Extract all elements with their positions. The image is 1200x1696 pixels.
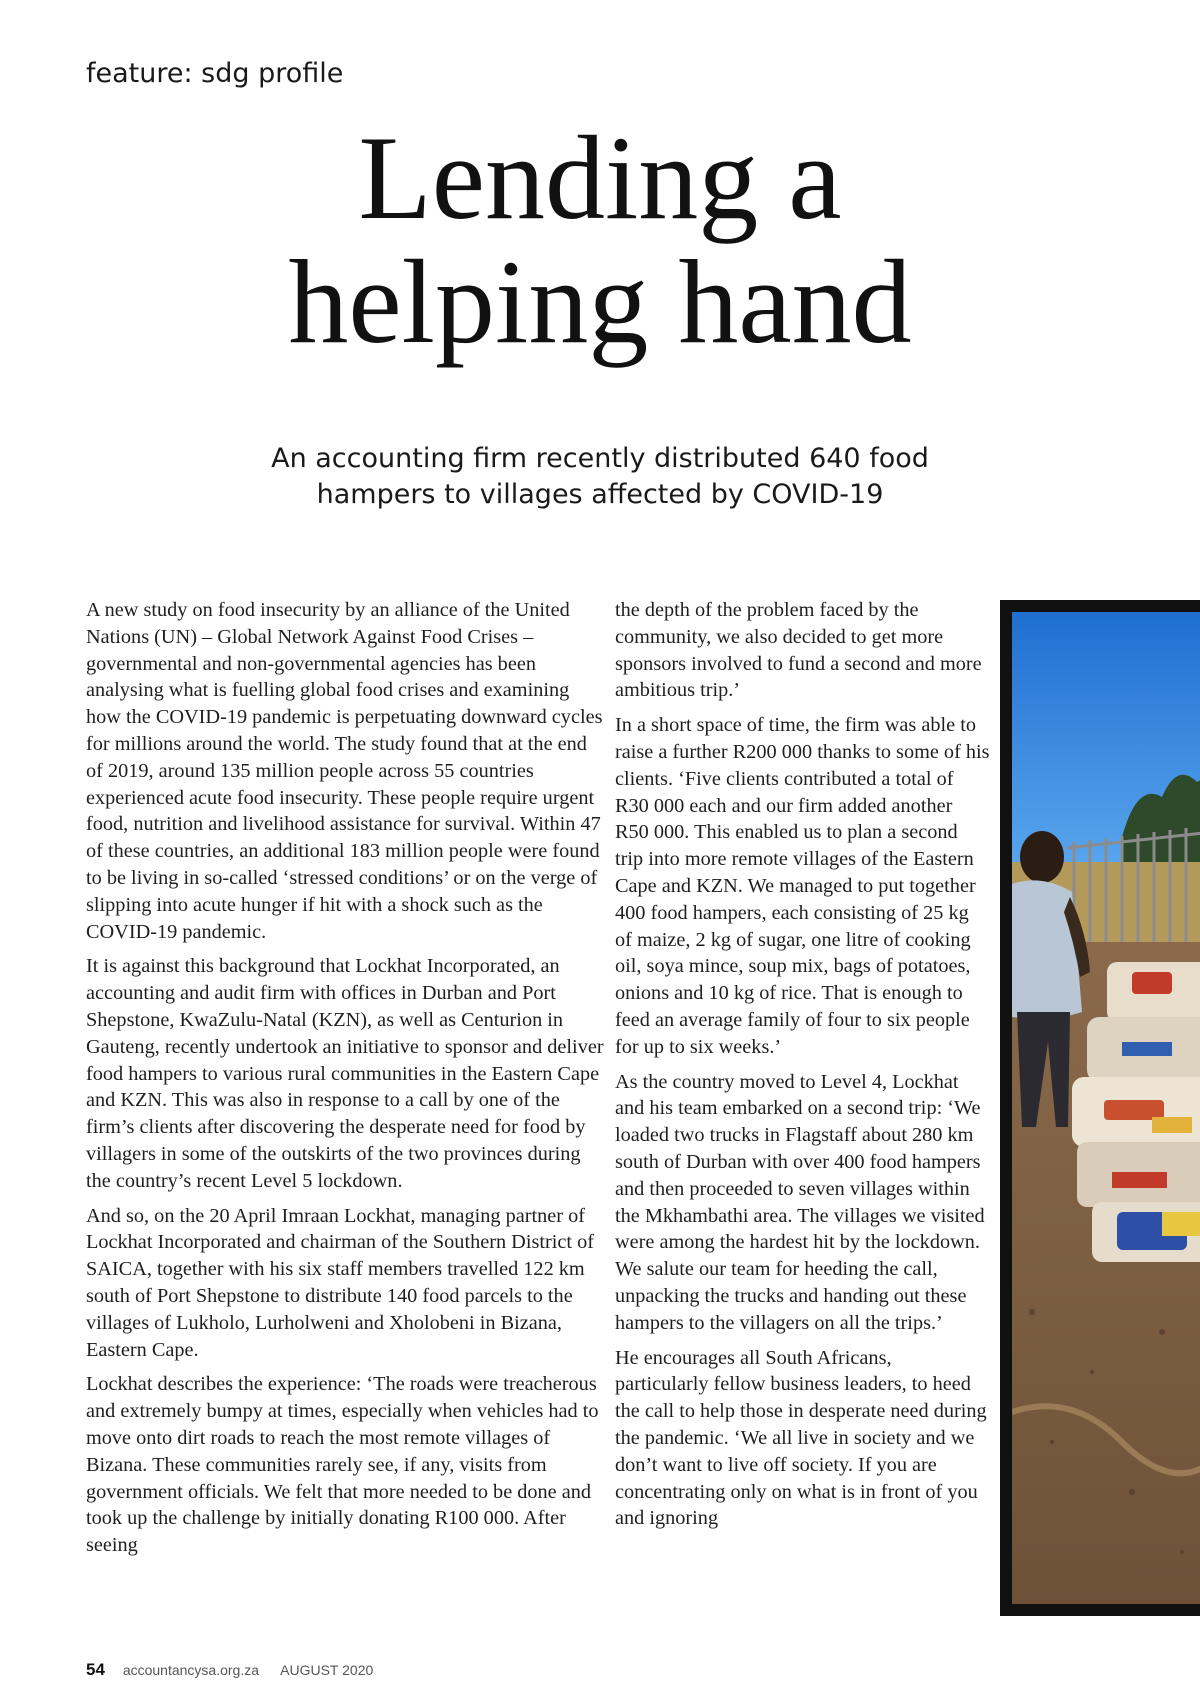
- headline: [0, 111, 1200, 368]
- body-paragraph: As the country moved to Level 4, Lockhat and his team embarked on a second trip: ‘We loaded two trucks in Flagstaff about 280 km south of Durban with over 400 food hampers and then proceeded to seven villages within the Mkhambathi area. The villages we visited were among the hardest hit by the lockdown. We salute our team for heeding the call, unpacking the trucks and handing out these hampers to the villagers on all the trips.’: [615, 1070, 985, 1334]
- standfirst-line-1: An accounting firm recently distributed 640 food: [271, 443, 929, 474]
- body-paragraph: Lockhat describes the experience: ‘The roads were treacherous and extremely bumpy at times, especially when vehicles had to move onto dirt roads to reach the most remote villages of Bizana. These communities rarely see, if any, visits from government officials. We felt that more needed to be done and took up the challenge by initially donating R100 000. After seeing: [86, 1373, 599, 1557]
- article-column-right: [615, 597, 990, 1540]
- body-paragraph: In a short space of time, the firm was able to raise a further R200 000 thanks to some of his clients. ‘Five clients contributed a total of R30 000 each and our firm added another R50 000. This enabled us to plan a second trip into more remote villages of the Eastern Cape and KZN. We managed to put together 400 food hampers, each consisting of 25 kg of maize, 2 kg of sugar, one litre of cooking oil, soya mince, soup mix, bags of potatoes, onions and 10 kg of rice. That is enough to feed an average family of four to six people for up to six weeks.’: [615, 714, 990, 1058]
- standfirst: [200, 441, 1000, 513]
- body-paragraph: A new study on food insecurity by an alliance of the United Nations (UN) – Global Network Against Food Crises – governmental and non-governmental agencies has been analysing what is fuelling global food crises and examining how the COVID-19 pandemic is perpetuating downward cycles for millions around the world. The study found that at the end of 2019, around 135 million people across 55 countries experienced acute food insecurity. These people require urgent food, nutrition and livelihood assistance for survival. Within 47 of these countries, an additional 183 million people were found to be living in so-called ‘stressed conditions’ or on the verge of slipping into acute hunger if hit with a shock such as the COVID-19 pandemic.: [86, 599, 603, 943]
- page-number: 54: [86, 1660, 105, 1679]
- photo-image: [1012, 612, 1200, 1604]
- article-photo: [1000, 600, 1200, 1616]
- body-paragraph: He encourages all South Africans, particularly fellow business leaders, to heed the call to help those in desperate need during the pandemic. ‘We all live in society and we don’t want to live off society. If you are concentrating only on what is in front of you and ignoring: [615, 1346, 987, 1530]
- article-column-left: [86, 597, 606, 1567]
- issue-date: AUGUST 2020: [280, 1662, 374, 1678]
- body-paragraph: It is against this background that Lockhat Incorporated, an accounting and audit firm with offices in Durban and Port Shepstone, KwaZulu-Natal (KZN), as well as Centurion in Gauteng, recently undertook an initiative to sponsor and deliver food hampers to various rural communities in the Eastern Cape and KZN. This was also in response to a call by one of the firm’s clients after discovering the desperate need for food by villagers in some of the outskirts of the two provinces during the country’s recent Level 5 lockdown.: [86, 955, 604, 1192]
- body-paragraph: And so, on the 20 April Imraan Lockhat, managing partner of Lockhat Incorporated and chairman of the Southern District of SAICA, together with his six staff members travelled 122 km south of Port Shepstone to distribute 140 food parcels to the villages of Lukholo, Lurholweni and Xholobeni in Bizana, Eastern Cape.: [86, 1204, 594, 1361]
- website-text: accountancysa.org.za: [122, 1662, 260, 1678]
- section-label: feature: sdg profile: [86, 58, 344, 89]
- headline-line-1: Lending a: [358, 111, 842, 244]
- headline-line-2: helping hand: [288, 235, 912, 368]
- page-footer: [86, 1660, 373, 1680]
- body-paragraph: the depth of the problem faced by the community, we also decided to get more sponsors involved to fund a second and more ambitious trip.’: [615, 599, 982, 702]
- standfirst-line-2: hampers to villages affected by COVID-19: [316, 479, 884, 510]
